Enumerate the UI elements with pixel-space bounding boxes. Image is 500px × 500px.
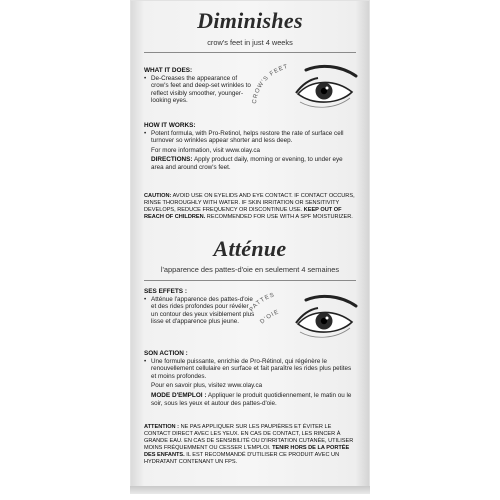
directions-label: DIRECTIONS: — [151, 156, 193, 164]
pattes-label: PATTES — [248, 292, 276, 314]
ses-effets-label: SES EFFETS : — [144, 288, 187, 295]
directions-body: Apply product daily, morning or evening, to under eye area and around crow's feet. — [151, 156, 343, 171]
mode-emploi-text — [144, 392, 356, 407]
how-it-works-label: HOW IT WORKS: — [144, 122, 196, 129]
what-it-does-label: WHAT IT DOES: — [144, 67, 193, 74]
how-it-works-section — [144, 122, 356, 172]
doie-label: D'OIE — [259, 309, 281, 326]
box-bottom-edge — [130, 486, 370, 494]
attention-text: NE PAS APPLIQUER SUR LES PAUPIÈRES ET ÉVITER LE CONTACT DIRECT AVEC LES YEUX. EN CAS DE CONTACT, LES RINCER À GRANDE EAU. EN CAS DE SENSIBILITÉ OU D'IRRITATION CUTANÉE, UTILISER MOINS FRÉQUEMMENT OU CESSER L'EMPLOI. — [144, 424, 354, 451]
ses-effets-section — [144, 288, 256, 326]
son-action-label: SON ACTION : — [144, 350, 188, 357]
ses-effets-text: • Atténue l'apparence des pattes-d'oie et des rides profondes pour révéler un contour des yeux visiblement plus lisse et d'apparence plus jeune. — [144, 296, 256, 326]
english-title: Diminishes — [197, 8, 303, 33]
divider — [144, 280, 356, 281]
attention-label: ATTENTION : — [144, 424, 180, 430]
tenir-hors-text: IL EST RECOMMANDÉ D'UTILISER CE PRODUIT AVEC UN HYDRATANT CONTENANT UN FPS. — [144, 451, 340, 465]
keep-out-text: RECOMMENDED FOR USE WITH A SPF MOISTURIZER. — [206, 213, 353, 220]
attention-block — [144, 424, 356, 465]
mode-emploi-body: Appliquer le produit quotidiennement, le matin ou le soir, sous les yeux et autour des pattes-d'oie. — [151, 391, 352, 407]
what-it-does-text: • De-Creases the appearance of crow's feet and deep-set wrinkles to reflect visibly smoother, younger-looking eyes. — [144, 75, 254, 105]
mode-emploi-label: MODE D'EMPLOI : — [151, 391, 207, 399]
english-subtitle: crow's feet in just 4 weeks — [207, 38, 293, 47]
product-box-panel — [130, 0, 370, 490]
son-action-section — [144, 350, 356, 407]
divider — [144, 52, 356, 53]
caution-text: AVOID USE ON EYELIDS AND EYE CONTACT. IF CONTACT OCCURS, RINSE THOROUGHLY WITH WATER. IF SKIN IRRITATION OR SENSITIVITY DEVELOPS, REDUCE FREQUENCY OR DISCONTINUE USE. — [144, 193, 355, 213]
french-title: Atténue — [213, 236, 287, 261]
directions-text — [144, 156, 356, 171]
what-it-does-section — [144, 67, 254, 105]
more-info-text: For more information, visit www.olay.ca — [151, 146, 261, 154]
crows-feet-eye-illustration — [248, 60, 362, 118]
french-subtitle: l'apparence des pattes-d'oie en seulement 4 semaines — [160, 265, 340, 274]
pattes-doie-eye-illustration — [248, 290, 362, 348]
caution-label: CAUTION: — [144, 193, 172, 199]
tenir-hors-label: TENIR HORS DE LA PORTÉE DES ENFANTS. — [144, 444, 350, 458]
caution-block — [144, 193, 356, 221]
plus-info-text: Pour en savoir plus, visitez www.olay.ca — [151, 382, 263, 390]
crows-feet-eye-label: CROW'S FEET — [251, 63, 290, 105]
how-it-works-text: • Potent formula, with Pro-Retinol, helps restore the rate of surface cell turnover so wrinkles appear shorter and less deep. — [144, 130, 356, 145]
keep-out-label: KEEP OUT OF REACH OF CHILDREN. — [144, 206, 342, 220]
son-action-text: • Une formule puissante, enrichie de Pro-Rétinol, qui régénère le renouvellement cellulaire en surface et fait paraître les rides plus petites et moins profondes. — [144, 358, 356, 381]
